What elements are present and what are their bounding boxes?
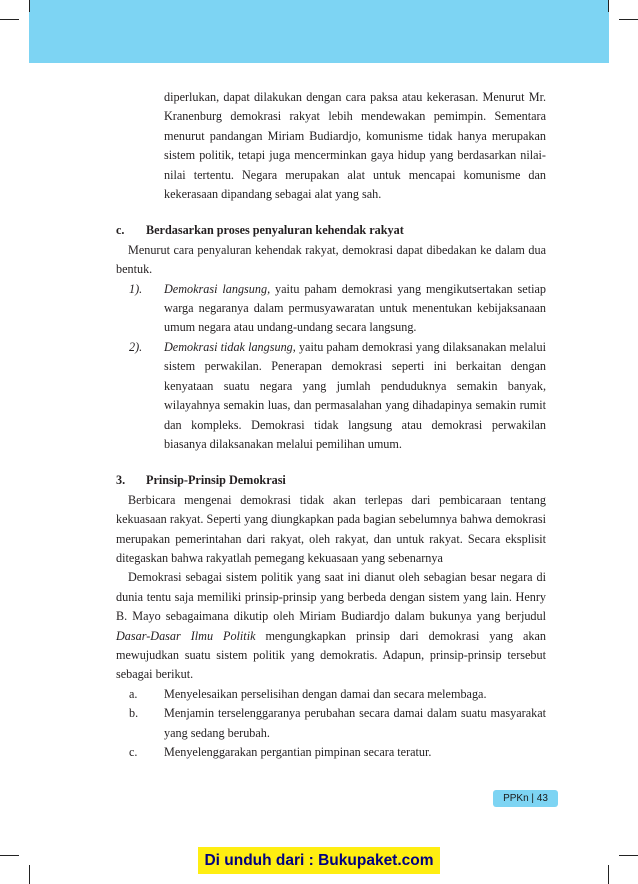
- section-3-heading: [116, 471, 546, 490]
- term-demokrasi-langsung: Demokrasi langsung,: [164, 281, 271, 296]
- list-marker: c.: [129, 745, 138, 759]
- section-c-title: Berdasarkan proses penyaluran kehendak rakyat: [146, 223, 404, 238]
- list-item-text: yaitu paham demokrasi yang dilaksanakan melalui sistem perwakilan. Penerapan demokrasi seperti ini berkaitan dengan kenyataan suatu negara yang jumlah penduduknya semakin banyak, wilayahnya semakin luas, dan permasalahan yang dihadapinya semakin rumit dan kompleks. Demokrasi tidak langsung atau demokrasi perwakilan biasanya dilaksanakan melalui pemilihan umum.: [164, 339, 546, 451]
- section-3-marker: 3.: [116, 473, 126, 488]
- crop-mark: [608, 0, 609, 12]
- list-item: [116, 685, 546, 704]
- list-item: [116, 338, 546, 454]
- section-3-paragraph-1: Berbicara mengenai demokrasi tidak akan terlepas dari pembicaraan tentang kekuasaan rakyat. Seperti yang diungkapkan pada bagian sebelumnya bahwa demokrasi merupakan pemerintahan dari rakyat, oleh rakyat, dan untuk rakyat. Secara eksplisit ditegaskan bahwa rakyatlah pemegang kekuasaan yang sebenarnya: [116, 492, 546, 565]
- list-item-text: Menyelenggarakan pergantian pimpinan secara teratur.: [164, 745, 432, 759]
- list-marker: a.: [129, 686, 138, 701]
- section-c-intro: Menurut cara penyaluran kehendak rakyat, demokrasi dapat dibedakan ke dalam dua bentuk.: [116, 242, 546, 277]
- crop-mark: [29, 865, 30, 884]
- section-c-heading: [116, 221, 546, 240]
- book-title: Dasar-Dasar Ilmu Politik: [116, 628, 256, 643]
- crop-mark: [0, 19, 19, 20]
- list-marker: b.: [129, 706, 139, 721]
- list-item: [116, 280, 546, 338]
- crop-mark: [0, 855, 19, 856]
- list-item: [116, 704, 546, 743]
- header-band: [29, 0, 609, 63]
- list-marker: 1).: [129, 281, 143, 296]
- list-item-text: yaitu paham demokrasi yang mengikutsertakan setiap warga negaranya dalam permusyawaratan untuk menentukan kebijaksanaan umum negara atau undang-undang secara langsung.: [164, 281, 546, 335]
- section-3-paragraph-2: [116, 568, 546, 684]
- intro-paragraph: diperlukan, dapat dilakukan dengan cara paksa atau kekerasan. Menurut Mr. Kranenburg demokrasi rakyat lebih mendewakan pemimpin. Sementara menurut pandangan Miriam Budiardjo, komunisme tidak hanya merupakan sistem politik, tetapi juga mencerminkan gaya hidup yang berdasarkan nilai-nilai tertentu. Negara merupakan alat untuk mencapai komunisme dan kekerasaan dipandang sebagai alat yang sah.: [164, 90, 546, 202]
- list-item-text: Menjamin terselenggaranya perubahan secara damai dalam suatu masyarakat yang sedang berubah.: [164, 706, 546, 740]
- paragraph-text: mengungkapkan prinsip dari demokrasi yang akan mewujudkan suatu sistem politik yang demokratis. Adapun, prinsip-prinsip tersebut sebagai berikut.: [116, 628, 546, 682]
- list-item: [116, 743, 546, 762]
- crop-mark: [608, 865, 609, 884]
- list-marker: 2).: [129, 339, 143, 354]
- section-3-title: Prinsip-Prinsip Demokrasi: [146, 473, 286, 488]
- crop-mark: [619, 19, 638, 20]
- page-number-badge: PPKn | 43: [493, 790, 558, 807]
- download-source-banner[interactable]: Di unduh dari : Bukupaket.com: [198, 847, 440, 874]
- term-demokrasi-tidak-langsung: Demokrasi tidak langsung,: [164, 339, 296, 354]
- paragraph-text: Demokrasi sebagai sistem politik yang saat ini dianut oleh sebagian besar negara di dunia tentu saja memiliki prinsip-prinsip yang berbeda dengan sistem yang lain. Henry B. Mayo sebagaimana dikutip oleh Miriam Budiardjo dalam bukunya yang berjudul: [116, 570, 546, 624]
- page-content: [116, 88, 546, 762]
- section-c-marker: c.: [116, 223, 125, 238]
- crop-mark: [619, 855, 638, 856]
- crop-mark: [29, 0, 30, 12]
- list-item-text: Menyelesaikan perselisihan dengan damai dan secara melembaga.: [164, 686, 487, 701]
